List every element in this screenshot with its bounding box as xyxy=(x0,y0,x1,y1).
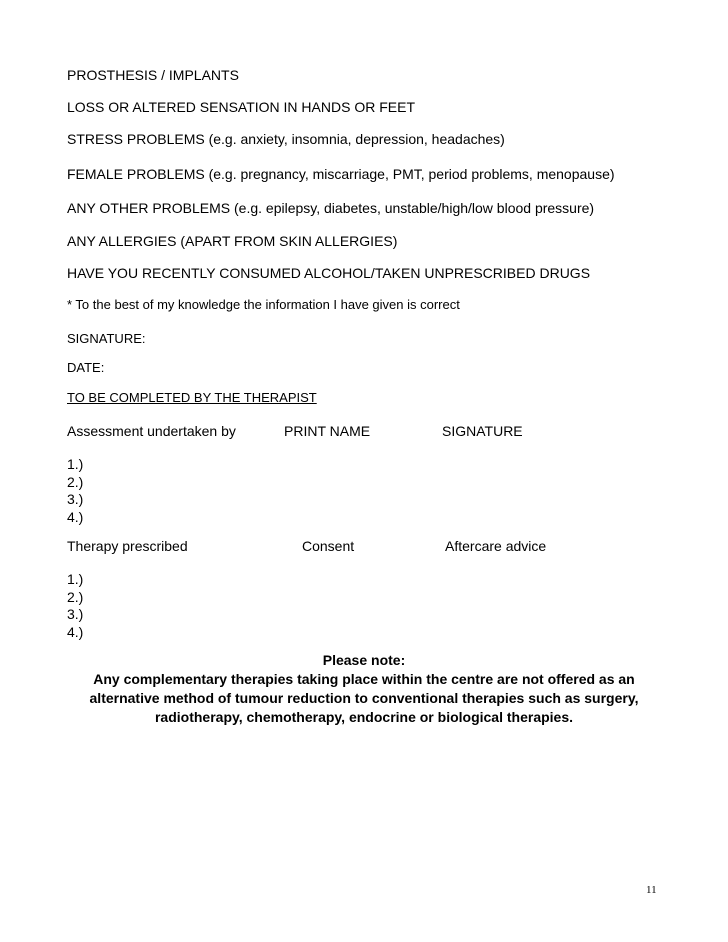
note-title: Please note: xyxy=(322,652,406,668)
question-stress: STRESS PROBLEMS (e.g. anxiety, insomnia, depression, headaches) xyxy=(67,131,505,147)
therapy-col-consent: Consent xyxy=(302,538,355,554)
therapy-col-aftercare: Aftercare advice xyxy=(445,538,547,554)
therapy-list xyxy=(67,571,83,641)
therapy-col-prescribed: Therapy prescribed xyxy=(67,538,188,554)
note-block xyxy=(67,651,661,727)
question-other: ANY OTHER PROBLEMS (e.g. epilepsy, diabetes, unstable/high/low blood pressure) xyxy=(67,200,595,216)
signature-label: SIGNATURE: xyxy=(67,331,146,346)
list-item: 4.) xyxy=(67,623,84,640)
list-item: 3.) xyxy=(67,606,84,622)
list-item: 1.) xyxy=(67,571,84,587)
declaration: * To the best of my knowledge the information I have given is correct xyxy=(67,297,460,312)
note-line: Any complementary therapies taking place within the centre are not offered as an xyxy=(93,671,635,687)
list-item: 2.) xyxy=(67,473,84,490)
list-item: 3.) xyxy=(67,491,84,507)
page-number: 11 xyxy=(646,884,657,896)
list-item: 2.) xyxy=(67,588,84,605)
question-prosthesis: PROSTHESIS / IMPLANTS xyxy=(67,67,239,83)
assessment-col-print-name: PRINT NAME xyxy=(284,423,371,439)
date-label: DATE: xyxy=(67,360,105,375)
question-female: FEMALE PROBLEMS (e.g. pregnancy, miscarriage, PMT, period problems, menopause) xyxy=(67,166,615,182)
question-sensation: LOSS OR ALTERED SENSATION IN HANDS OR FEET xyxy=(67,99,415,115)
assessment-list xyxy=(67,456,83,526)
note-line: alternative method of tumour reduction to conventional therapies such as surgery, xyxy=(89,690,639,706)
therapist-heading: TO BE COMPLETED BY THE THERAPIST xyxy=(67,390,317,405)
list-item: 1.) xyxy=(67,456,84,472)
assessment-col-undertaken: Assessment undertaken by xyxy=(67,423,236,439)
note-line: radiotherapy, chemotherapy, endocrine or biological therapies. xyxy=(154,709,574,725)
assessment-col-signature: SIGNATURE xyxy=(442,423,523,439)
question-allergies: ANY ALLERGIES (APART FROM SKIN ALLERGIES) xyxy=(67,233,398,249)
list-item: 4.) xyxy=(67,508,84,525)
question-alcohol: HAVE YOU RECENTLY CONSUMED ALCOHOL/TAKEN UNPRESCRIBED DRUGS xyxy=(67,265,591,281)
